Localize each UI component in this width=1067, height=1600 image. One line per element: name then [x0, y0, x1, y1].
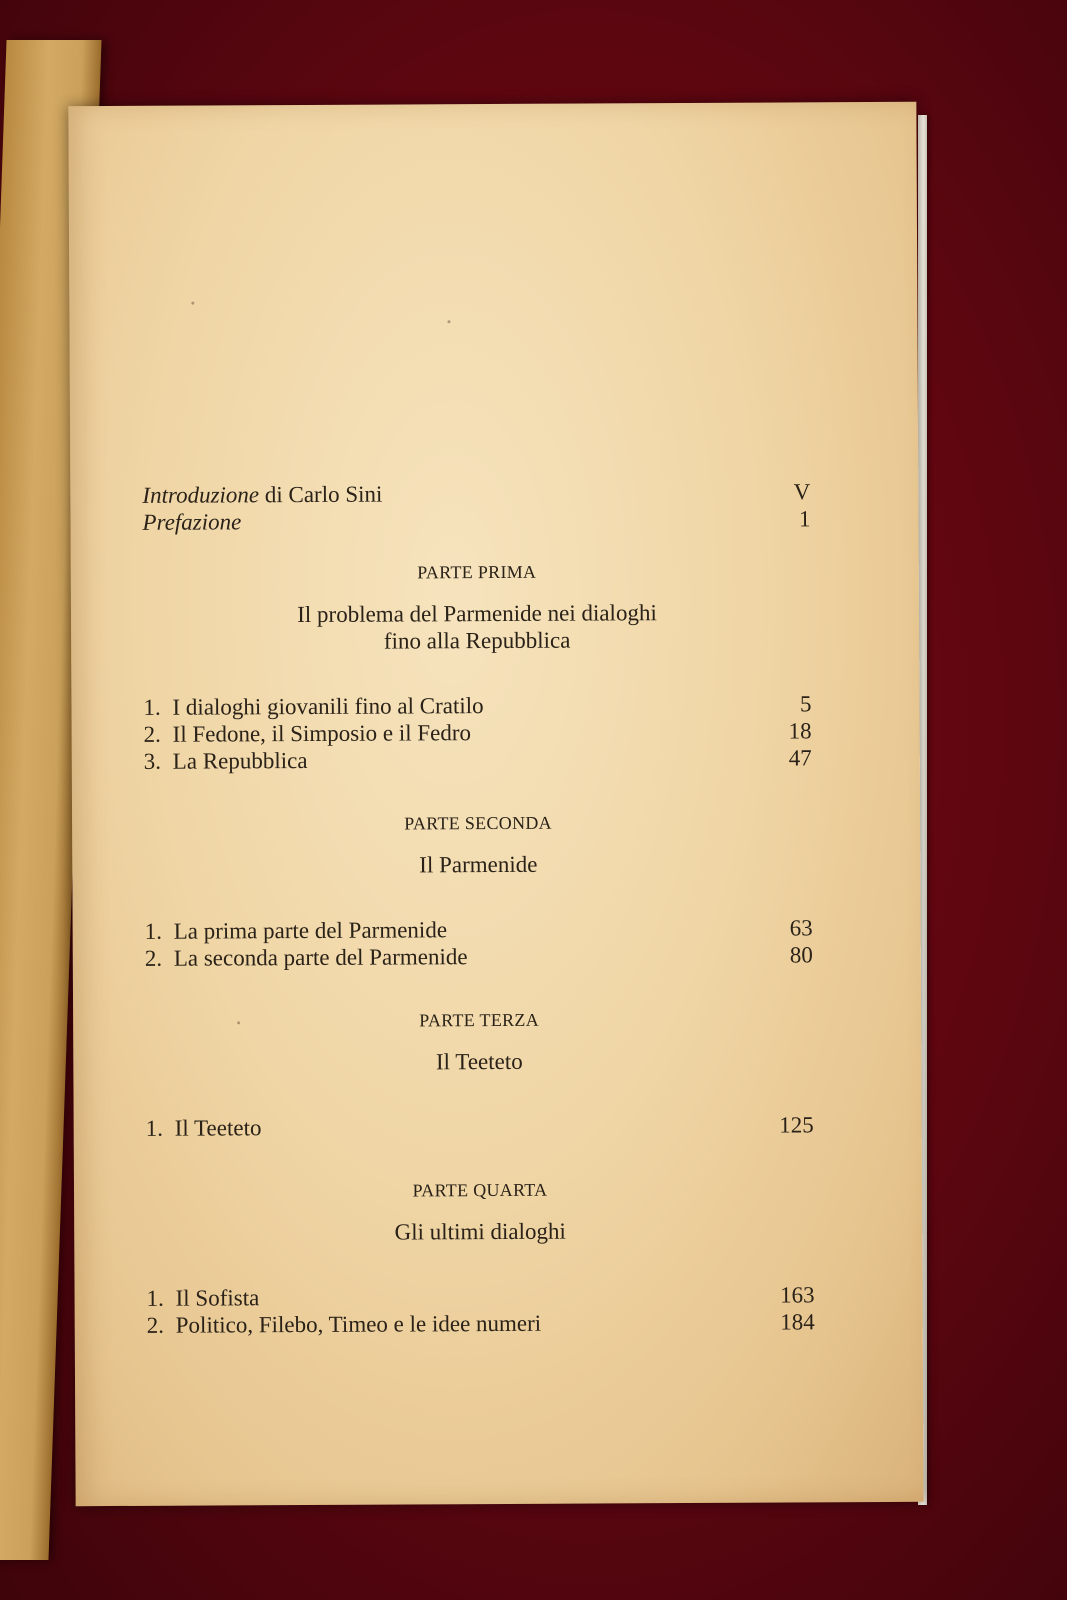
part-label: PARTE SECONDA — [404, 812, 552, 834]
toc-chapter-entry[interactable] — [144, 744, 812, 774]
chapter-title: Il Sofista — [175, 1285, 260, 1311]
chapter-title: I dialoghi giovanili fino al Cratilo — [172, 693, 484, 720]
part-label: PARTE TERZA — [419, 1009, 540, 1031]
toc-chapter-entry[interactable] — [145, 941, 813, 971]
paper-speck — [191, 302, 194, 305]
chapter-title: La Repubblica — [172, 747, 308, 774]
chapter-number: 1. — [143, 694, 161, 720]
toc-entry-prefazione[interactable] — [142, 505, 810, 535]
toc-chapter-entry[interactable] — [145, 914, 813, 944]
chapter-title: La seconda parte del Parmenide — [173, 944, 468, 971]
chapter-title: Politico, Filebo, Timeo e le idee numeri — [175, 1310, 542, 1338]
toc-chapter-entry[interactable] — [143, 690, 811, 720]
toc-chapter-entry[interactable] — [147, 1281, 815, 1311]
page-number: 184 — [780, 1309, 815, 1335]
page-number: 47 — [788, 745, 812, 771]
part-title-line: Gli ultimi dialoghi — [394, 1218, 566, 1245]
paper-speck — [447, 320, 450, 323]
page-number: 1 — [798, 506, 811, 532]
book-page — [68, 102, 923, 1506]
page-number: V — [793, 479, 811, 505]
page-number: 18 — [788, 718, 812, 744]
chapter-number: 1. — [145, 1115, 164, 1141]
chapter-number: 1. — [144, 918, 162, 944]
table-of-contents — [142, 478, 814, 1338]
toc-chapter-entry[interactable] — [147, 1308, 815, 1338]
part-title-line: Il Parmenide — [419, 851, 538, 878]
chapter-number: 1. — [146, 1285, 164, 1311]
page-number: 125 — [779, 1112, 814, 1138]
chapter-number: 2. — [143, 721, 161, 747]
chapter-number: 3. — [143, 748, 162, 774]
toc-chapter-entry[interactable] — [144, 717, 812, 747]
page-number: 163 — [780, 1282, 815, 1308]
part-title-line: fino alla Repubblica — [383, 627, 571, 654]
chapter-title: La prima parte del Parmenide — [173, 917, 448, 944]
toc-chapter-entry[interactable] — [146, 1111, 814, 1141]
part-title-line: Il Teeteto — [435, 1048, 523, 1075]
part-label: PARTE QUARTA — [412, 1179, 548, 1201]
chapter-title: Il Teeteto — [174, 1115, 262, 1141]
entry-title-italic: Prefazione — [142, 509, 242, 535]
entry-title-rest: di Carlo Sini — [259, 481, 383, 508]
page-number: 80 — [789, 942, 813, 968]
chapter-number: 2. — [146, 1312, 165, 1338]
entry-title-italic: Introduzione — [142, 482, 260, 508]
part-label: PARTE PRIMA — [417, 561, 537, 583]
chapter-number: 2. — [144, 945, 163, 971]
page-number: 63 — [789, 915, 813, 941]
page-number: 5 — [799, 691, 812, 717]
chapter-title: Il Fedone, il Simposio e il Fedro — [172, 720, 472, 747]
toc-entry-introduzione[interactable] — [142, 478, 810, 508]
part-title-line: Il problema del Parmenide nei dialoghi — [297, 600, 657, 628]
